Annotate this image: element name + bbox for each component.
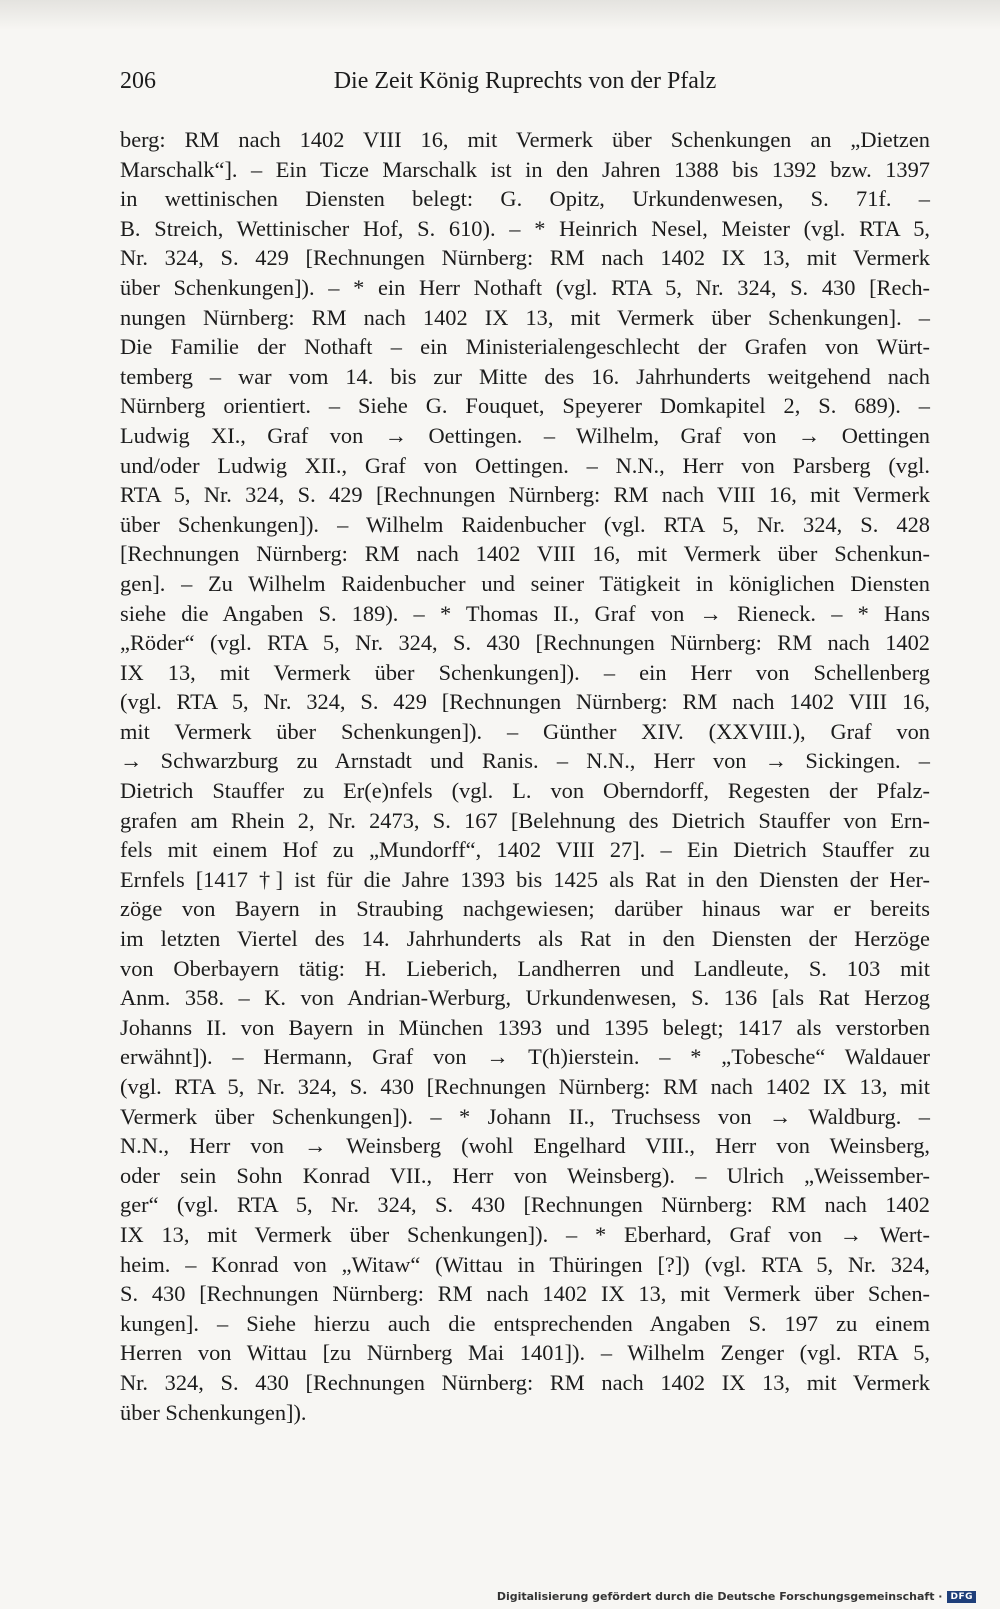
text-line: Nr. 324, S. 429 [Rechnungen Nürnberg: RM nach 1402 IX 13, mit Vermerk — [120, 245, 930, 271]
text-line: N.N., Herr von → Weinsberg (wohl Engelhard VIII., Herr von Weinsberg, — [120, 1133, 930, 1159]
digitization-credit — [497, 1590, 976, 1603]
text-line: Herren von Wittau [zu Nürnberg Mai 1401]). – Wilhelm Zenger (vgl. RTA 5, — [120, 1340, 930, 1366]
text-line: B. Streich, Wettinischer Hof, S. 610). – * Heinrich Nesel, Meister (vgl. RTA 5, — [120, 215, 930, 241]
text-line: berg: RM nach 1402 VIII 16, mit Vermerk über Schenkungen an „Dietzen — [120, 127, 930, 152]
text-line: Die Familie der Nothaft – ein Ministerialengeschlecht der Grafen von Würt- — [120, 334, 930, 360]
text-line: über Schenkungen]). — [120, 1399, 307, 1425]
text-line: Ludwig XI., Graf von → Oettingen. – Wilhelm, Graf von → Oettingen — [120, 422, 930, 448]
text-line: erwähnt]). – Hermann, Graf von → T(h)ierstein. – * „Tobesche“ Waldauer — [120, 1044, 930, 1070]
text-line: Vermerk über Schenkungen]). – * Johann II., Truchsess von → Waldburg. – — [120, 1103, 930, 1129]
running-title: Die Zeit König Ruprechts von der Pfalz — [333, 68, 717, 94]
text-line: in wettinischen Diensten belegt: G. Opitz, Urkundenwesen, S. 71f. – — [120, 186, 930, 212]
text-line: RTA 5, Nr. 324, S. 429 [Rechnungen Nürnberg: RM nach VIII 16, mit Vermerk — [120, 482, 930, 508]
text-line: und/oder Ludwig XII., Graf von Oettingen. – N.N., Herr von Parsberg (vgl. — [120, 452, 930, 478]
text-line: Anm. 358. – K. von Andrian-Werburg, Urkundenwesen, S. 136 [als Rat Herzog — [120, 985, 930, 1011]
scan-edge-shadow — [0, 0, 1000, 30]
text-line: nungen Nürnberg: RM nach 1402 IX 13, mit Vermerk über Schenkungen]. – — [120, 304, 930, 330]
page-header — [120, 68, 930, 108]
text-line: S. 430 [Rechnungen Nürnberg: RM nach 1402 IX 13, mit Vermerk über Schen- — [120, 1281, 930, 1307]
text-line: kungen]. – Siehe hierzu auch die entsprechenden Angaben S. 197 zu einem — [120, 1310, 930, 1336]
text-line: (vgl. RTA 5, Nr. 324, S. 429 [Rechnungen Nürnberg: RM nach 1402 VIII 16, — [120, 689, 930, 715]
text-line: Johanns II. von Bayern in München 1393 und 1395 belegt; 1417 als verstorben — [120, 1014, 930, 1040]
text-line: von Oberbayern tätig: H. Lieberich, Landherren und Landleute, S. 103 mit — [120, 955, 930, 981]
text-line: grafen am Rhein 2, Nr. 2473, S. 167 [Belehnung des Dietrich Stauffer von Ern- — [120, 807, 930, 833]
text-line: siehe die Angaben S. 189). – * Thomas II., Graf von → Rieneck. – * Hans — [120, 600, 930, 626]
text-line: Marschalk“]. – Ein Ticze Marschalk ist in den Jahren 1388 bis 1392 bzw. 1397 — [120, 156, 930, 182]
text-line: zöge von Bayern in Straubing nachgewiesen; darüber hinaus war er bereits — [120, 896, 930, 922]
text-line: temberg – war vom 14. bis zur Mitte des 16. Jahrhunderts weitgehend nach — [120, 363, 930, 389]
text-line: [Rechnungen Nürnberg: RM nach 1402 VIII 16, mit Vermerk über Schenkun- — [120, 541, 930, 567]
page-number: 206 — [120, 68, 156, 94]
text-line: im letzten Viertel des 14. Jahrhunderts als Rat in den Diensten der Herzöge — [120, 926, 930, 952]
text-line: ger“ (vgl. RTA 5, Nr. 324, S. 430 [Rechnungen Nürnberg: RM nach 1402 — [120, 1192, 930, 1218]
text-line: mit Vermerk über Schenkungen]). – Günther XIV. (XXVIII.), Graf von — [120, 718, 930, 744]
text-line: IX 13, mit Vermerk über Schenkungen]). – * Eberhard, Graf von → Wert- — [120, 1221, 930, 1247]
text-line: Ernfels [1417 †] ist für die Jahre 1393 bis 1425 als Rat in den Diensten der Her- — [120, 866, 930, 892]
text-line: oder sein Sohn Konrad VII., Herr von Weinsberg). – Ulrich „Weissember- — [120, 1162, 930, 1188]
text-line: IX 13, mit Vermerk über Schenkungen]). – ein Herr von Schellenberg — [120, 659, 930, 685]
text-line: „Röder“ (vgl. RTA 5, Nr. 324, S. 430 [Rechnungen Nürnberg: RM nach 1402 — [120, 630, 930, 656]
text-line: fels mit einem Hof zu „Mundorff“, 1402 VIII 27]. – Ein Dietrich Stauffer zu — [120, 837, 930, 863]
dfg-logo: DFG — [947, 1591, 976, 1603]
text-line: über Schenkungen]). – * ein Herr Nothaft (vgl. RTA 5, Nr. 324, S. 430 [Rech- — [120, 274, 930, 300]
text-line: (vgl. RTA 5, Nr. 324, S. 430 [Rechnungen Nürnberg: RM nach 1402 IX 13, mit — [120, 1074, 930, 1099]
text-line: Nr. 324, S. 430 [Rechnungen Nürnberg: RM nach 1402 IX 13, mit Vermerk — [120, 1369, 930, 1395]
text-line: heim. – Konrad von „Witaw“ (Wittau in Thüringen [?]) (vgl. RTA 5, Nr. 324, — [120, 1251, 930, 1277]
text-line: über Schenkungen]). – Wilhelm Raidenbucher (vgl. RTA 5, Nr. 324, S. 428 — [120, 511, 930, 537]
text-line: gen]. – Zu Wilhelm Raidenbucher und seiner Tätigkeit in königlichen Diensten — [120, 570, 930, 596]
text-line: → Schwarzburg zu Arnstadt und Ranis. – N.N., Herr von → Sickingen. – — [120, 748, 930, 774]
text-line: Nürnberg orientiert. – Siehe G. Fouquet, Speyerer Domkapitel 2, S. 689). – — [120, 393, 930, 419]
text-line: Dietrich Stauffer zu Er(e)nfels (vgl. L. von Oberndorff, Regesten der Pfalz- — [120, 778, 930, 804]
body-text — [120, 125, 930, 1427]
credit-text: Digitalisierung gefördert durch die Deutsche Forschungsgemeinschaft · — [496, 1590, 943, 1603]
